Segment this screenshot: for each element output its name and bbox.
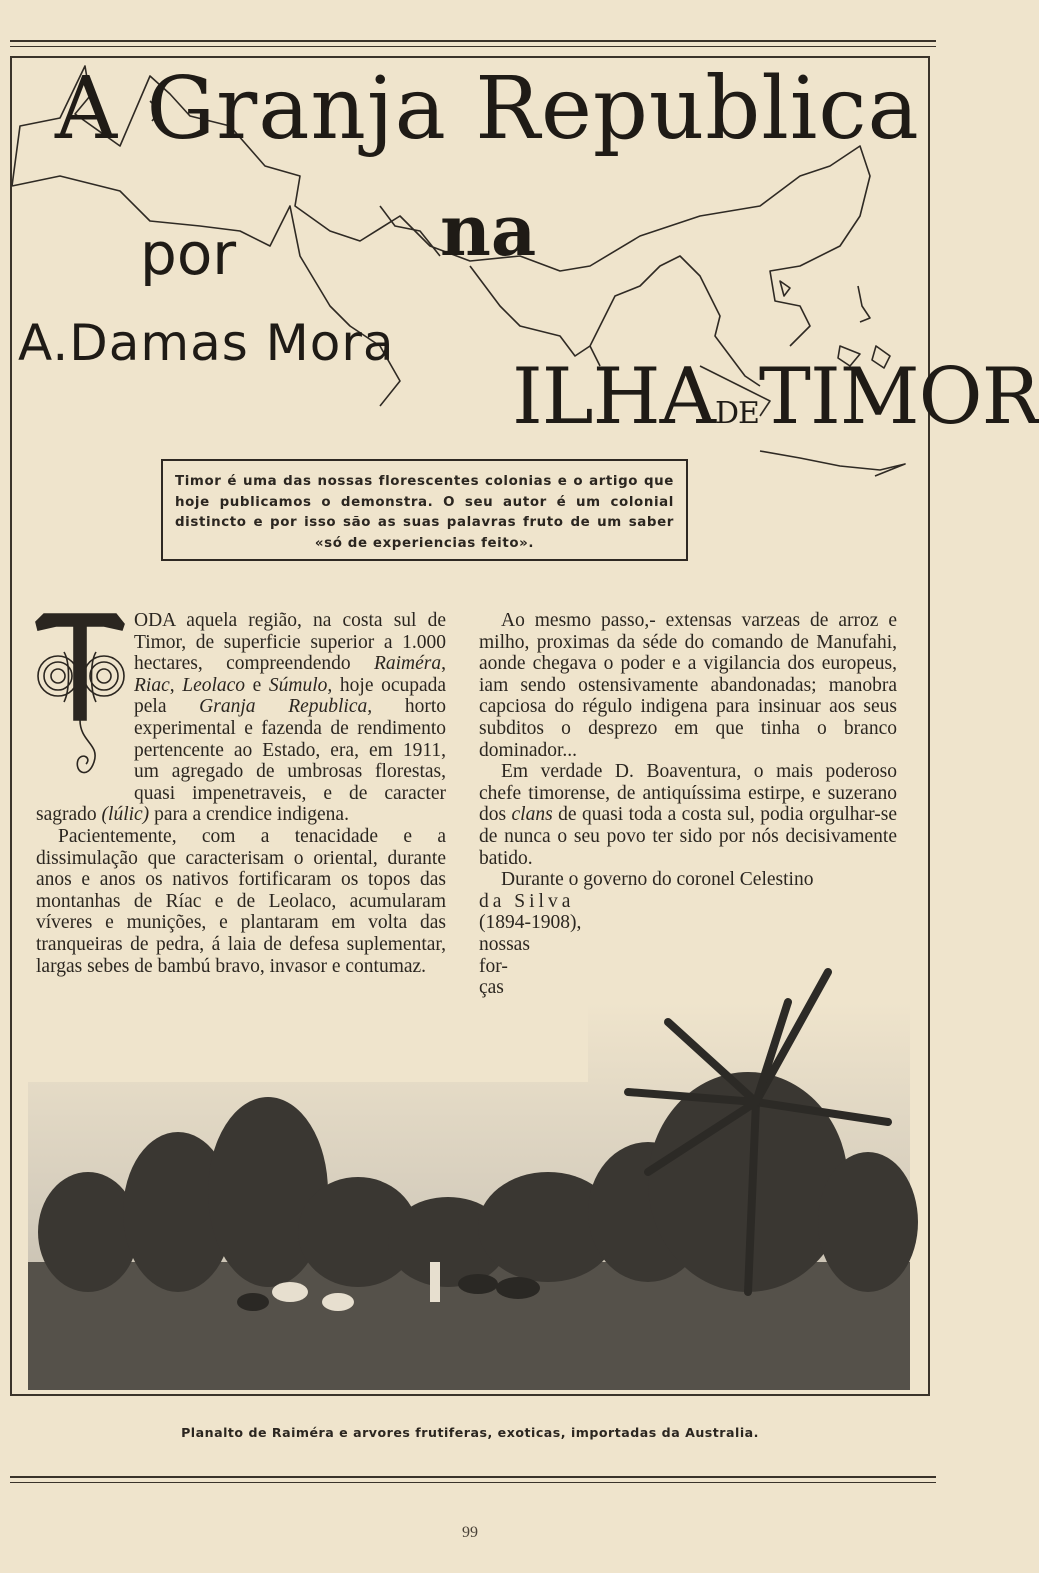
photo-caption: Planalto de Raiméra e arvores frutiferas, exoticas, importadas da Australia. (181, 1425, 759, 1440)
place-leolaco: Leolaco (182, 674, 246, 696)
separator-1: , (441, 653, 446, 675)
bottom-rule-inner (10, 1482, 936, 1483)
separator-2: , (169, 674, 175, 696)
term-clans: clans (511, 804, 553, 826)
article-title: A Granja Republica (55, 59, 920, 159)
island-word-ilha: ILHA (512, 352, 715, 442)
lead-box: Timor é uma das nossas florescentes colonias e o artigo que hoje publicamos o demonstra. O seu autor é um colonial distincto e por isso são as suas palavras fruto de um saber «só de experiencias feito». (161, 459, 688, 561)
paragraph-1-b: hoje ocupada pela (134, 674, 447, 718)
conjunction-e: e (252, 674, 262, 696)
island-word-de: DE (714, 396, 759, 431)
paragraph-4-b: de quasi toda a costa sul, podia orgulhar-se de nunca o seu povo ter sido por nós decisivamente batido. (479, 804, 898, 869)
paragraph-5-c: (1894-1908), (479, 912, 582, 934)
top-rule (10, 40, 936, 42)
bottom-rule (10, 1476, 936, 1478)
island-word-timor: TIMOR (758, 352, 1039, 442)
paragraph-4 (479, 761, 897, 869)
paragraph-1-d: para a crendice indigena. (154, 804, 349, 826)
paragraph-2: Pacientemente, com a tenacidade e a dissimulação que caracterisam o oriental, durante anos e anos os nativos fortificaram os topos das montanhas de Ríac e de Leolaco, acumularam víveres e munições, e plantaram em volta das tranqueiras de pedra, á laia de defesa suplementar, largas sebes de bambú bravo, invasor e contumaz. (36, 825, 446, 977)
dropcap-ornament (34, 612, 126, 792)
paragraph-5-f: ças (479, 977, 504, 999)
paragraph-4-a: Em verdade D. Boaventura, o mais poderoso chefe timorense, de antiquíssima estirpe, e suzerano dos (479, 761, 897, 826)
plateau-photograph (28, 962, 910, 1390)
place-sumulo: Súmulo, (268, 674, 333, 696)
paragraph-3: Ao mesmo passo,- extensas varzeas de arroz e milho, proximas da séde do comando de Manufahi, aonde chegava o poder e a vigilancia dos europeus, iam sendo ostensivamente abandonadas; manobra capciosa do régulo indigena para insinuar aos seus subditos o desprezo em que tinha o branco dominador... (479, 610, 897, 761)
paragraph-1-a: ODA aquela região, na costa sul de Timor, de superficie superior a 1.000 hectares, compreendendo (134, 610, 446, 675)
paragraph-5-d: nossas (479, 933, 530, 955)
page-number: 99 (462, 1524, 478, 1541)
author-name: A.Damas Mora (18, 314, 395, 372)
paragraph-1-c: horto experimental e fazenda de rendimento pertencente ao Estado, era, em 1911, um agregado de umbrosas florestas, quasi impenetraveis, e de caracter sagrado (36, 696, 446, 826)
paragraph-5-e: for- (479, 955, 508, 977)
island-title (512, 352, 1039, 442)
byline-por: por (140, 220, 237, 288)
place-riac: Riac (134, 674, 170, 696)
column-left (36, 610, 446, 977)
paragraph-5-a: Durante o governo do coronel Celestino (501, 869, 814, 891)
place-raimera: Raiméra (373, 653, 442, 675)
granja-name: Granja Republica, (199, 696, 373, 718)
article-title-na: na (440, 189, 537, 272)
term-lulic: (lúlic) (101, 804, 150, 826)
top-rule-inner (10, 46, 936, 47)
paragraph-5-b: da Silva (479, 890, 575, 912)
column-right (479, 610, 897, 999)
